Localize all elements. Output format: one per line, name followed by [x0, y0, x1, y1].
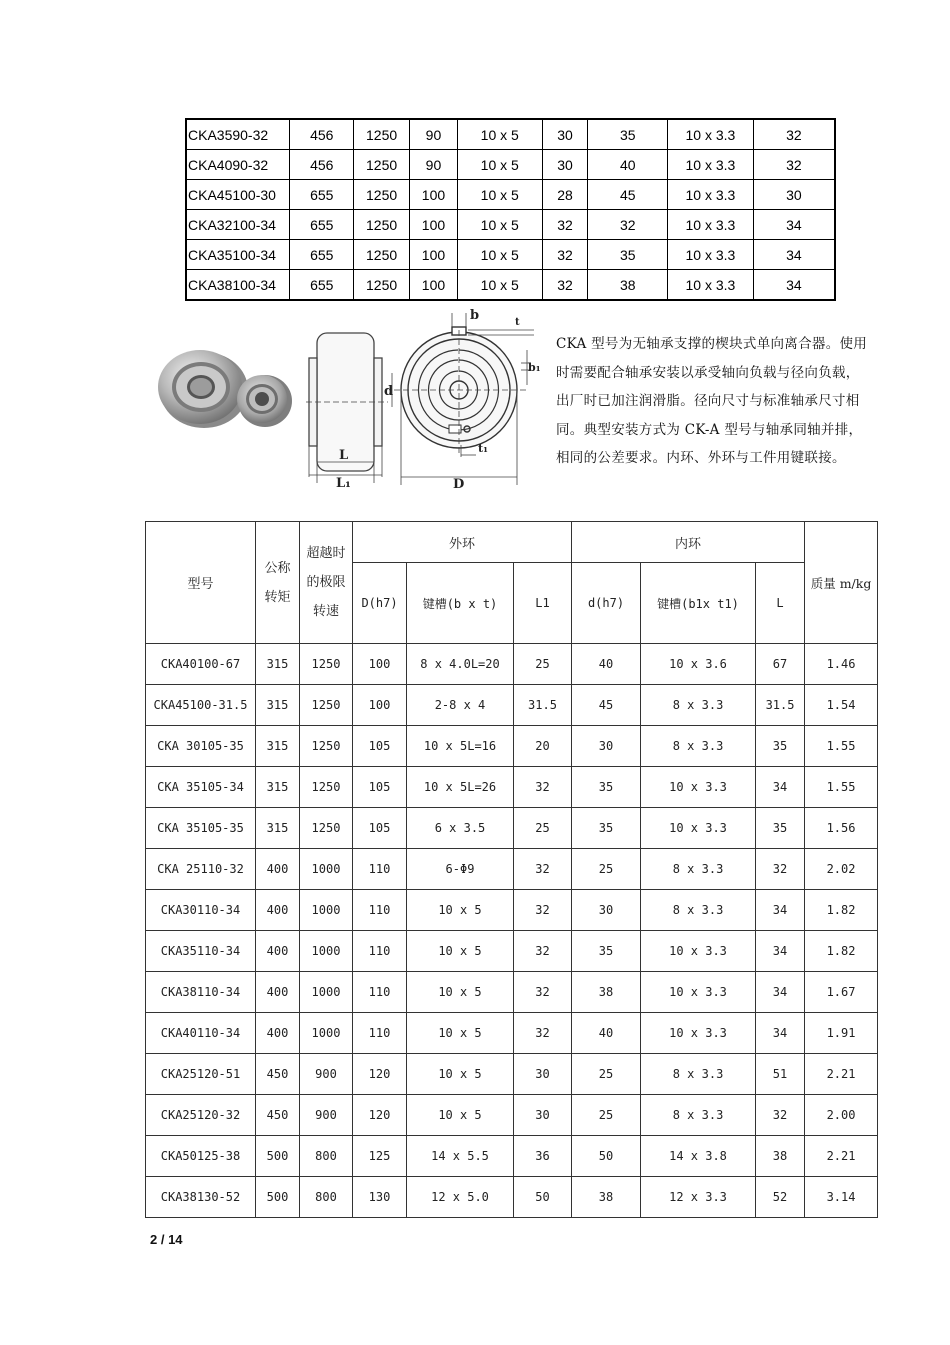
header-inner-ring: 内环 [572, 522, 805, 563]
top-table-cell: 1250 [354, 210, 410, 240]
table-row [146, 1177, 878, 1218]
top-table-cell: CKA4090-32 [186, 150, 290, 180]
table-cell: 900 [300, 1054, 353, 1095]
top-table-cell: 10 x 5 [457, 240, 542, 270]
table-cell: 400 [256, 849, 300, 890]
table-cell: 10 x 3.3 [641, 931, 756, 972]
top-table-cell: 10 x 5 [457, 119, 542, 150]
top-table-cell: 32 [753, 150, 835, 180]
table-cell: 67 [756, 644, 805, 685]
table-cell: 1.82 [805, 931, 878, 972]
top-table-cell: 1250 [354, 119, 410, 150]
table-cell: 1.82 [805, 890, 878, 931]
dim-t1: t₁ [478, 442, 488, 455]
table-cell: 1250 [300, 726, 353, 767]
top-table-cell: 28 [542, 180, 588, 210]
table-cell: CKA25120-32 [146, 1095, 256, 1136]
table-cell: 14 x 5.5 [407, 1136, 514, 1177]
table-cell: 10 x 3.6 [641, 644, 756, 685]
table-cell: 8 x 3.3 [641, 849, 756, 890]
table-cell: CKA40110-34 [146, 1013, 256, 1054]
top-table-cell: 34 [753, 240, 835, 270]
table-cell: 25 [514, 644, 572, 685]
table-cell: 31.5 [756, 685, 805, 726]
table-cell: 120 [353, 1054, 407, 1095]
table-cell: 34 [756, 972, 805, 1013]
table-cell: 400 [256, 972, 300, 1013]
table-cell: 315 [256, 685, 300, 726]
table-row [146, 685, 878, 726]
top-table-cell: CKA32100-34 [186, 210, 290, 240]
table-cell: 1000 [300, 849, 353, 890]
table-cell: CKA 25110-32 [146, 849, 256, 890]
table-cell: 1250 [300, 644, 353, 685]
table-cell: 32 [756, 1095, 805, 1136]
table-cell: 1250 [300, 767, 353, 808]
top-table-cell: 32 [542, 240, 588, 270]
table-cell: 400 [256, 1013, 300, 1054]
table-cell: 31.5 [514, 685, 572, 726]
table-cell: 500 [256, 1177, 300, 1218]
top-table-row [186, 210, 835, 240]
table-cell: 30 [572, 726, 641, 767]
table-cell: 120 [353, 1095, 407, 1136]
table-cell: 34 [756, 931, 805, 972]
dim-L1: L₁ [336, 476, 351, 490]
top-table-cell: 655 [290, 210, 354, 240]
table-cell: 25 [572, 1054, 641, 1095]
table-cell: 105 [353, 767, 407, 808]
header-L: L [756, 563, 805, 644]
table-cell: 315 [256, 767, 300, 808]
top-table-cell: 456 [290, 119, 354, 150]
table-cell: 8 x 3.3 [641, 726, 756, 767]
top-table-cell: 30 [753, 180, 835, 210]
top-table-cell: 456 [290, 150, 354, 180]
table-cell: 10 x 5 [407, 890, 514, 931]
table-cell: 130 [353, 1177, 407, 1218]
table-cell: CKA25120-51 [146, 1054, 256, 1095]
table-cell: 400 [256, 890, 300, 931]
dim-d: d [384, 384, 394, 399]
table-cell: 25 [572, 849, 641, 890]
top-table-cell: 30 [542, 119, 588, 150]
top-table-cell: 10 x 3.3 [668, 240, 754, 270]
header-model: 型号 [146, 522, 256, 644]
table-cell: 1000 [300, 1013, 353, 1054]
table-cell: 1000 [300, 972, 353, 1013]
table-row [146, 1013, 878, 1054]
header-D: D(h7) [353, 563, 407, 644]
table-cell: 1.91 [805, 1013, 878, 1054]
table-cell: 35 [572, 767, 641, 808]
top-table-row [186, 240, 835, 270]
top-table-cell: 32 [753, 119, 835, 150]
table-cell: 50 [514, 1177, 572, 1218]
table-cell: 1.46 [805, 644, 878, 685]
top-table-cell: 100 [410, 210, 458, 240]
top-table-cell: 30 [542, 150, 588, 180]
table-row [146, 890, 878, 931]
table-cell: 8 x 3.3 [641, 1054, 756, 1095]
dim-D: D [453, 477, 465, 490]
table-cell: 2.21 [805, 1054, 878, 1095]
table-cell: 10 x 3.3 [641, 767, 756, 808]
bearing-photo [152, 335, 292, 445]
top-table-cell: 1250 [354, 180, 410, 210]
table-cell: 32 [514, 890, 572, 931]
table-cell: 450 [256, 1095, 300, 1136]
table-cell: 110 [353, 890, 407, 931]
table-cell: 8 x 4.0L=20 [407, 644, 514, 685]
table-cell: 1250 [300, 685, 353, 726]
top-table-cell: 10 x 5 [457, 270, 542, 301]
header-torque: 公称 转矩 [256, 522, 300, 644]
table-row [146, 1054, 878, 1095]
table-cell: CKA38110-34 [146, 972, 256, 1013]
table-cell: 45 [572, 685, 641, 726]
table-cell: CKA50125-38 [146, 1136, 256, 1177]
top-table-cell: 10 x 5 [457, 180, 542, 210]
top-table-cell: 32 [588, 210, 668, 240]
description-line: CKA 型号为无轴承支撑的楔块式单向离合器。使用 [556, 336, 868, 352]
header-d: d(h7) [572, 563, 641, 644]
table-row [146, 931, 878, 972]
table-cell: 10 x 5L=26 [407, 767, 514, 808]
top-table-cell: 45 [588, 180, 668, 210]
table-cell: 100 [353, 644, 407, 685]
table-cell: 1.55 [805, 726, 878, 767]
top-table-cell: 100 [410, 180, 458, 210]
table-cell: 2.02 [805, 849, 878, 890]
table-cell: 110 [353, 1013, 407, 1054]
top-table-row [186, 150, 835, 180]
table-cell: 1.67 [805, 972, 878, 1013]
top-table-cell: 32 [542, 210, 588, 240]
table-cell: CKA 30105-35 [146, 726, 256, 767]
table-cell: 10 x 3.3 [641, 1013, 756, 1054]
table-cell: 110 [353, 931, 407, 972]
table-cell: 25 [572, 1095, 641, 1136]
table-row [146, 849, 878, 890]
table-cell: 10 x 5 [407, 1054, 514, 1095]
top-table-row [186, 119, 835, 150]
table-cell: 32 [514, 849, 572, 890]
table-cell: CKA30110-34 [146, 890, 256, 931]
table-cell: 14 x 3.8 [641, 1136, 756, 1177]
table-cell: 10 x 5 [407, 1095, 514, 1136]
table-cell: 10 x 3.3 [641, 808, 756, 849]
header-L1: L1 [514, 563, 572, 644]
table-cell: 1.56 [805, 808, 878, 849]
table-cell: 110 [353, 849, 407, 890]
table-cell: 500 [256, 1136, 300, 1177]
dim-b: b [470, 308, 480, 323]
top-table-cell: 655 [290, 240, 354, 270]
description-line: 出厂时已加注润滑脂。径向尺寸与标准轴承尺寸相 [556, 393, 860, 409]
table-row [146, 1095, 878, 1136]
table-cell: 35 [572, 808, 641, 849]
table-cell: CKA40100-67 [146, 644, 256, 685]
table-cell: CKA45100-31.5 [146, 685, 256, 726]
top-table-cell: 32 [542, 270, 588, 301]
table-row [146, 1136, 878, 1177]
table-row [146, 644, 878, 685]
top-table-row [186, 270, 835, 301]
table-cell: 315 [256, 726, 300, 767]
table-cell: 36 [514, 1136, 572, 1177]
table-cell: 6 x 3.5 [407, 808, 514, 849]
table-cell: 1.54 [805, 685, 878, 726]
table-cell: 38 [572, 1177, 641, 1218]
table-cell: 125 [353, 1136, 407, 1177]
table-cell: 110 [353, 972, 407, 1013]
table-cell: 1250 [300, 808, 353, 849]
table-row [146, 726, 878, 767]
top-table-cell: 1250 [354, 270, 410, 301]
top-table-row [186, 180, 835, 210]
table-cell: 450 [256, 1054, 300, 1095]
top-table-cell: 100 [410, 270, 458, 301]
table-row [146, 808, 878, 849]
header-mass: 质量 m/kg [805, 522, 878, 644]
table-cell: 10 x 5 [407, 931, 514, 972]
dim-L: L [339, 448, 349, 463]
table-cell: 900 [300, 1095, 353, 1136]
table-cell: 10 x 3.3 [641, 972, 756, 1013]
table-cell: 32 [514, 931, 572, 972]
table-cell: 400 [256, 931, 300, 972]
table-cell: 25 [514, 808, 572, 849]
top-table-cell: 100 [410, 240, 458, 270]
table-cell: 315 [256, 644, 300, 685]
table-cell: 40 [572, 644, 641, 685]
top-table-cell: 10 x 3.3 [668, 119, 754, 150]
top-table-cell: 10 x 5 [457, 210, 542, 240]
top-table-cell: CKA45100-30 [186, 180, 290, 210]
table-cell: 38 [572, 972, 641, 1013]
table-cell: 35 [756, 726, 805, 767]
description-line: 同。典型安装方式为 CK-A 型号与轴承同轴并排， [556, 421, 863, 438]
clutch-dimension-drawing [296, 305, 541, 490]
table-cell: 35 [572, 931, 641, 972]
top-table-cell: 35 [588, 119, 668, 150]
table-cell: 32 [514, 1013, 572, 1054]
table-cell: 34 [756, 890, 805, 931]
dim-t: t [515, 317, 520, 328]
table-cell: CKA 35105-35 [146, 808, 256, 849]
table-cell: 30 [572, 890, 641, 931]
table-cell: 6-Φ9 [407, 849, 514, 890]
table-cell: 51 [756, 1054, 805, 1095]
top-table-cell: 655 [290, 180, 354, 210]
top-table-cell: 10 x 3.3 [668, 210, 754, 240]
top-table-cell: 10 x 3.3 [668, 270, 754, 301]
table-cell: 2.21 [805, 1136, 878, 1177]
top-table-cell: 655 [290, 270, 354, 301]
table-cell: 12 x 5.0 [407, 1177, 514, 1218]
table-cell: CKA35110-34 [146, 931, 256, 972]
product-description [556, 330, 886, 473]
table-cell: 40 [572, 1013, 641, 1054]
table-cell: 105 [353, 726, 407, 767]
table-cell: 800 [300, 1177, 353, 1218]
top-table-cell: 40 [588, 150, 668, 180]
table-cell: 8 x 3.3 [641, 685, 756, 726]
table-cell: 30 [514, 1095, 572, 1136]
table-cell: 50 [572, 1136, 641, 1177]
table-cell: 2.00 [805, 1095, 878, 1136]
page-number: 2 / 14 [150, 1232, 183, 1247]
table-cell: 105 [353, 808, 407, 849]
table-cell: 10 x 5 [407, 972, 514, 1013]
table-cell: 1.55 [805, 767, 878, 808]
top-table-cell: 35 [588, 240, 668, 270]
table-cell: 32 [514, 972, 572, 1013]
table-cell: CKA 35105-34 [146, 767, 256, 808]
description-line: 时需要配合轴承安装以承受轴向负载与径向负载， [556, 364, 860, 381]
dim-b1: b₁ [528, 361, 541, 374]
top-table-cell: 10 x 5 [457, 150, 542, 180]
table-cell: CKA38130-52 [146, 1177, 256, 1218]
top-table-cell: CKA38100-34 [186, 270, 290, 301]
header-keyway-outer: 键槽(b x t) [407, 563, 514, 644]
top-table-cell: 1250 [354, 240, 410, 270]
small-bearing [237, 375, 292, 427]
table-cell: 30 [514, 1054, 572, 1095]
header-keyway-inner: 键槽(b1x t1) [641, 563, 756, 644]
table-cell: 2-8 x 4 [407, 685, 514, 726]
table-cell: 34 [756, 767, 805, 808]
description-line: 相同的公差要求。内环、外环与工件用键联接。 [556, 450, 846, 466]
table-cell: 10 x 5 [407, 1013, 514, 1054]
table-cell: 1000 [300, 890, 353, 931]
top-table-cell: 90 [410, 119, 458, 150]
top-table-cell: 1250 [354, 150, 410, 180]
table-cell: 52 [756, 1177, 805, 1218]
top-table-cell: 10 x 3.3 [668, 180, 754, 210]
table-cell: 32 [514, 767, 572, 808]
table-cell: 100 [353, 685, 407, 726]
table-cell: 38 [756, 1136, 805, 1177]
top-table-cell: 90 [410, 150, 458, 180]
table-row [146, 767, 878, 808]
top-spec-table [185, 118, 836, 301]
top-table-cell: CKA35100-34 [186, 240, 290, 270]
table-cell: 34 [756, 1013, 805, 1054]
table-cell: 20 [514, 726, 572, 767]
table-cell: 8 x 3.3 [641, 890, 756, 931]
table-cell: 315 [256, 808, 300, 849]
table-cell: 3.14 [805, 1177, 878, 1218]
table-cell: 800 [300, 1136, 353, 1177]
top-table-cell: 38 [588, 270, 668, 301]
table-cell: 8 x 3.3 [641, 1095, 756, 1136]
top-table-cell: 10 x 3.3 [668, 150, 754, 180]
header-outer-ring: 外环 [353, 522, 572, 563]
table-cell: 12 x 3.3 [641, 1177, 756, 1218]
main-spec-table [145, 521, 878, 1218]
table-cell: 1000 [300, 931, 353, 972]
top-table-cell: 34 [753, 270, 835, 301]
table-cell: 10 x 5L=16 [407, 726, 514, 767]
table-row [146, 972, 878, 1013]
top-table-cell: 34 [753, 210, 835, 240]
large-bearing [158, 350, 248, 428]
table-cell: 32 [756, 849, 805, 890]
top-table-cell: CKA3590-32 [186, 119, 290, 150]
header-speed: 超越时 的极限 转速 [300, 522, 353, 644]
table-cell: 35 [756, 808, 805, 849]
